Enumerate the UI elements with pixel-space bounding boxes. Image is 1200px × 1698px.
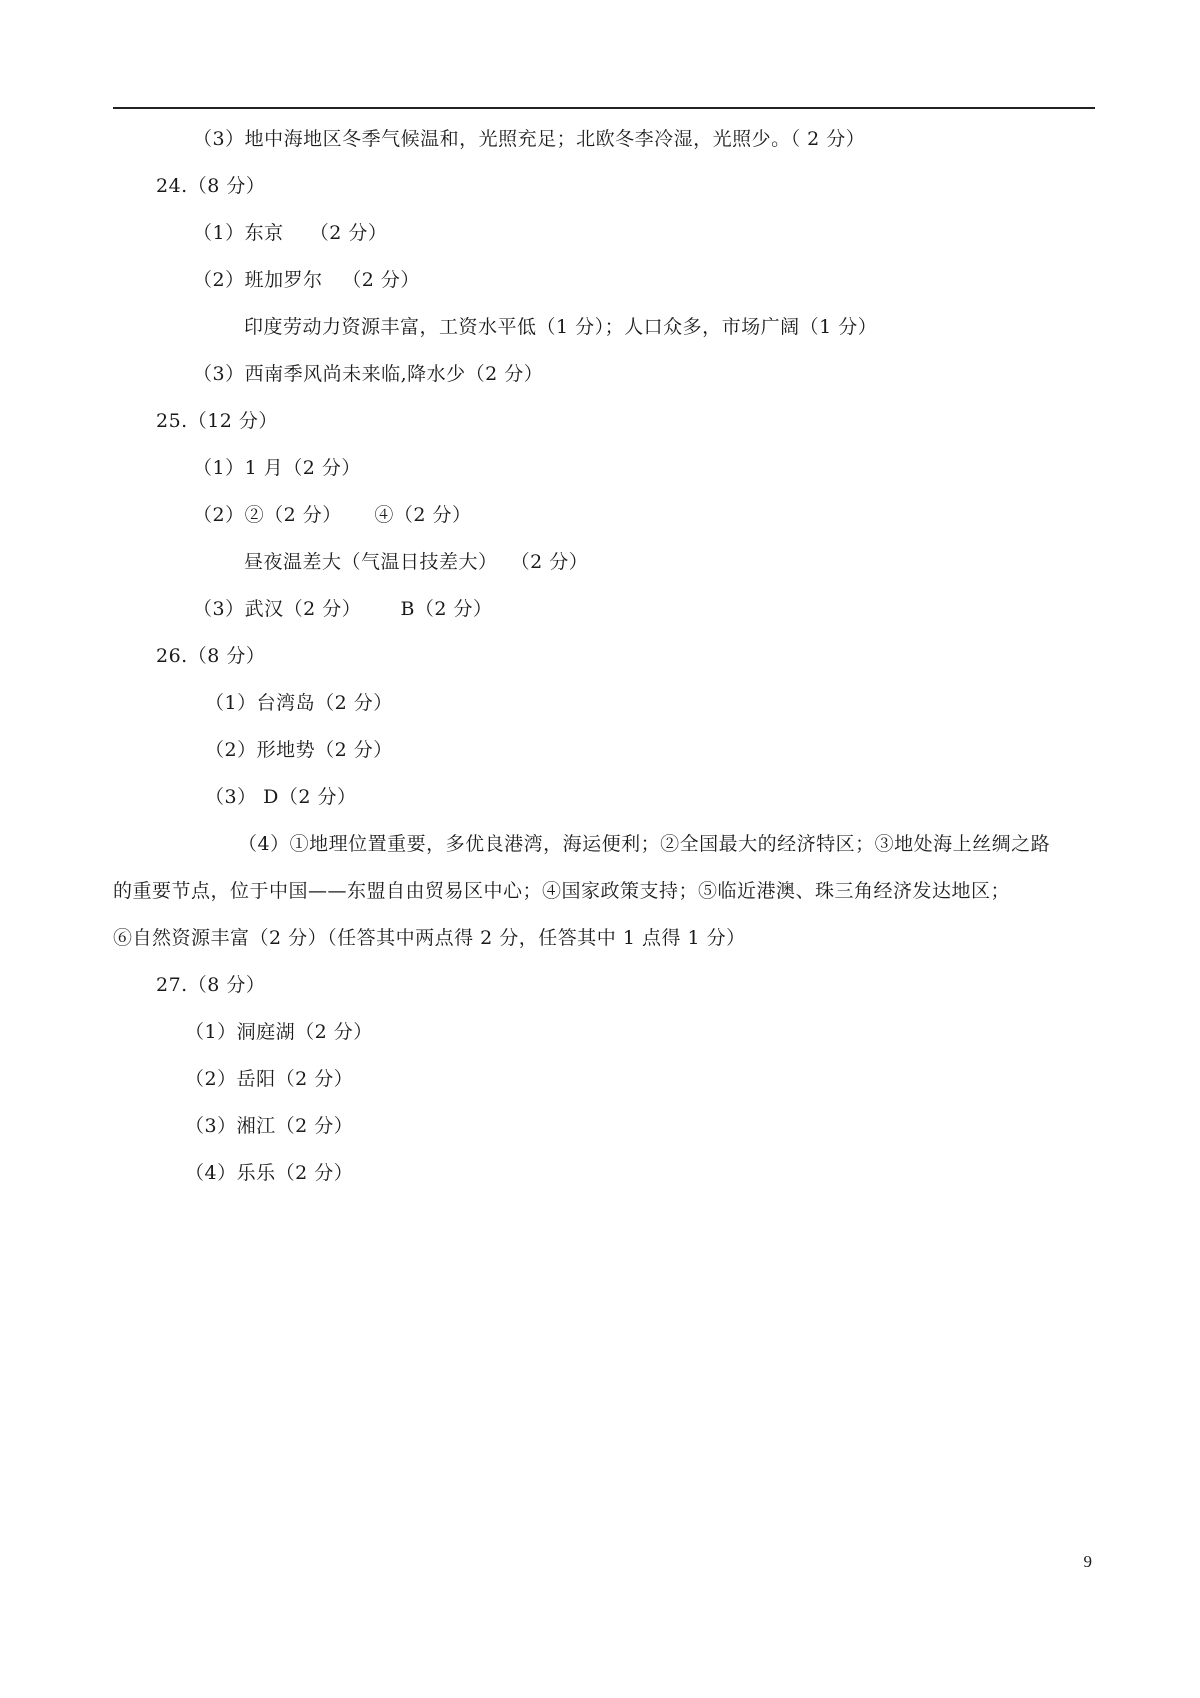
answer-23-3: （3）地中海地区冬季气候温和，光照充足；北欧冬李冷湿，光照少。（ 2 分） <box>193 128 866 150</box>
answer-26-4-line3: ⑥自然资源丰富（2 分）（任答其中两点得 2 分，任答其中 1 点得 1 分） <box>113 927 746 949</box>
answer-26-3: （3） D（2 分） <box>205 786 357 808</box>
answer-27-2: （2）岳阳（2 分） <box>185 1068 354 1090</box>
question-24-heading: 24.（8 分） <box>156 175 266 197</box>
answer-25-3: （3）武汉（2 分） B（2 分） <box>193 598 493 620</box>
answer-25-2-explanation: 昼夜温差大（气温日技差大） （2 分） <box>244 551 589 573</box>
question-27-heading: 27.（8 分） <box>156 974 266 996</box>
answer-24-2-explanation: 印度劳动力资源丰富，工资水平低（1 分）；人口众多，市场广阔（1 分） <box>244 316 878 338</box>
answer-27-4: （4）乐乐（2 分） <box>185 1162 354 1184</box>
page-number: 9 <box>1083 1552 1092 1571</box>
answer-25-2: （2）②（2 分） ④（2 分） <box>193 504 472 526</box>
question-26-heading: 26.（8 分） <box>156 645 266 667</box>
answer-24-3: （3）西南季风尚未来临,降水少（2 分） <box>193 363 544 385</box>
answer-24-2: （2）班加罗尔 （2 分） <box>193 269 420 291</box>
question-25-heading: 25.（12 分） <box>156 410 278 432</box>
answer-26-1: （1）台湾岛（2 分） <box>205 692 393 714</box>
answer-26-2: （2）形地势（2 分） <box>205 739 393 761</box>
answer-24-1: （1）东京 （2 分） <box>193 222 388 244</box>
answer-26-4-line1: （4）①地理位置重要，多优良港湾，海运便利；②全国最大的经济特区；③地处海上丝绸之路 <box>238 833 1051 855</box>
header-rule <box>113 107 1095 109</box>
answer-25-1: （1）1 月（2 分） <box>193 457 361 479</box>
answer-26-4-line2: 的重要节点，位于中国——东盟自由贸易区中心；④国家政策支持；⑤临近港澳、珠三角经济发达地区； <box>113 880 1011 902</box>
answer-27-3: （3）湘江（2 分） <box>185 1115 354 1137</box>
answer-27-1: （1）洞庭湖（2 分） <box>185 1021 373 1043</box>
